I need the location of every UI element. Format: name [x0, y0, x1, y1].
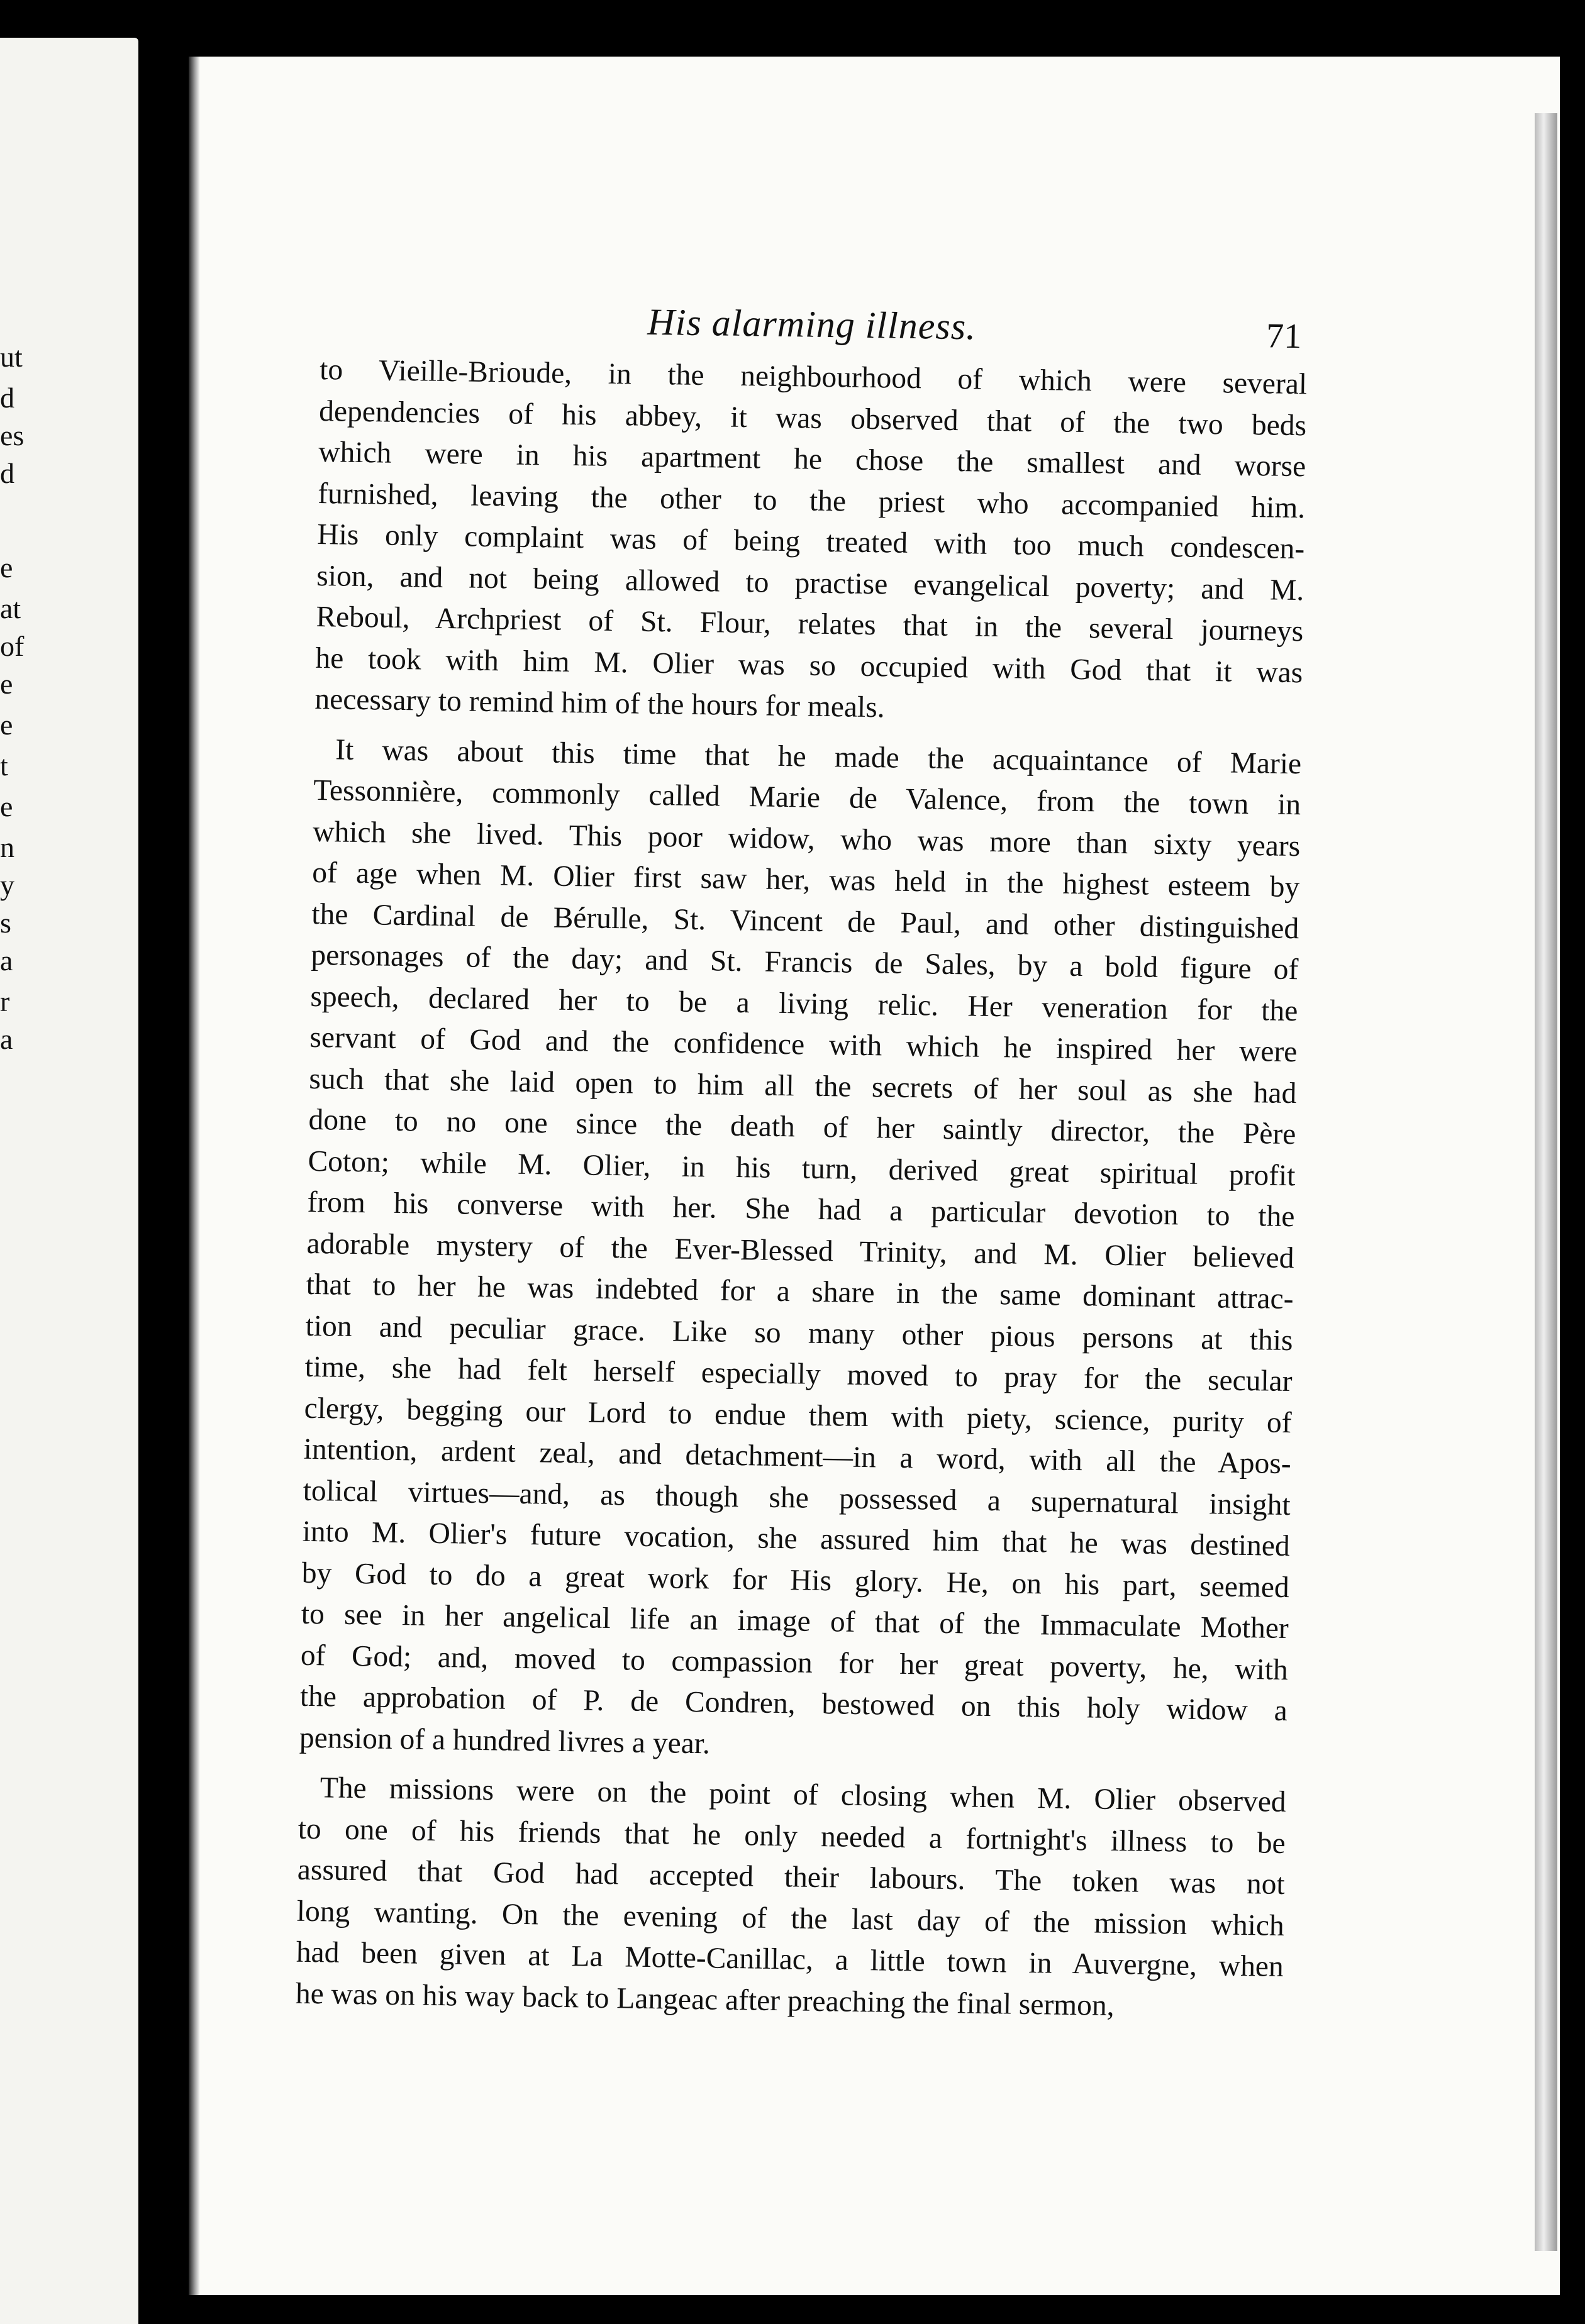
paragraph — [299, 729, 1301, 1773]
facing-page-fragment: d — [0, 382, 14, 414]
facing-page-fragment: a — [0, 1023, 13, 1055]
facing-page-fragment: a — [0, 944, 13, 977]
text-line: by God to do a great work for His glory. He, on his part, seemed — [301, 1556, 1290, 1604]
text-line: into M. Olier's future vocation, she assured him that he was destined — [302, 1515, 1291, 1563]
text-line: His only complaint was of being treated with too much condescen- — [316, 517, 1305, 566]
facing-page-fragment: t — [0, 750, 8, 782]
text-line: to one of his friends that he only needed a fortnight's illness to be — [298, 1812, 1286, 1860]
text-line: The missions were on the point of closing when M. Olier observed — [320, 1771, 1287, 1819]
text-line: that to her he was indebted for a share in the same dominant attrac- — [306, 1268, 1294, 1316]
facing-page-fragment: e — [0, 668, 13, 700]
text-line: long wanting. On the evening of the last day of the mission which — [296, 1895, 1285, 1942]
text-line: to Vieille-Brioude, in the neighbourhood of which were several — [319, 353, 1308, 401]
text-line: Tessonnière, commonly called Marie de Valence, from the town in — [313, 773, 1301, 822]
facing-page-fragment: y — [0, 869, 14, 901]
text-line: time, she had felt herself especially moved to pray for the secular — [304, 1350, 1293, 1398]
page-stack-edge — [1535, 113, 1557, 2251]
page-text-block — [295, 296, 1308, 2029]
text-line: done to no one since the death of her saintly director, the Père — [308, 1103, 1296, 1151]
text-line: speech, declared her to be a living relic. Her veneration for the — [310, 980, 1298, 1027]
text-line: personages of the day; and St. Francis de Sales, by a bold figure of — [311, 938, 1299, 987]
facing-page-fragment: d — [0, 457, 14, 489]
text-line: sion, and not being allowed to practise evangelical poverty; and M. — [316, 559, 1304, 607]
facing-page-fragment: e — [0, 551, 13, 584]
text-line: dependencies of his abbey, it was observed that of the two beds — [318, 394, 1307, 442]
text-line: tion and peculiar grace. Like so many other pious persons at this — [305, 1309, 1293, 1357]
page-gutter-shadow — [189, 57, 200, 2295]
facing-page-fragment: e — [0, 790, 13, 822]
facing-page-fragment: of — [0, 630, 25, 662]
facing-page-fragment: e — [0, 709, 13, 741]
text-line: which were in his apartment he chose the smallest and worse — [318, 435, 1306, 484]
text-line: the approbation of P. de Condren, bestowed on this holy widow a — [299, 1679, 1288, 1728]
facing-page-fragment: es — [0, 419, 25, 451]
text-line: he took with him M. Olier was so occupied with God that it was — [315, 641, 1303, 689]
text-line: intention, ardent zeal, and detachment—in a word, with all the Apos- — [303, 1432, 1291, 1481]
facing-page-fragment: r — [0, 985, 10, 1017]
text-line: pension of a hundred livres a year. — [299, 1721, 711, 1760]
text-line: tolical virtues—and, as though she possessed a supernatural insight — [303, 1474, 1291, 1522]
text-line: the Cardinal de Bérulle, St. Vincent de Paul, and other distinguished — [311, 897, 1299, 945]
text-line: adorable mystery of the Ever-Blessed Trinity, and M. Olier believed — [306, 1227, 1294, 1275]
text-line: such that she laid open to him all the secrets of her soul as she had — [309, 1062, 1297, 1110]
text-line: had been given at La Motte-Canillac, a little town in Auvergne, when — [296, 1935, 1284, 1983]
facing-page-fragment: at — [0, 592, 21, 624]
text-line: clergy, begging our Lord to endue them with piety, science, purity of — [304, 1392, 1292, 1439]
text-line: from his converse with her. She had a particular devotion to the — [307, 1185, 1295, 1234]
facing-page-edge — [0, 38, 138, 2324]
text-line: necessary to remind him of the hours for meals. — [314, 682, 885, 724]
text-line: furnished, leaving the other to the priest who accompanied him. — [317, 477, 1306, 524]
body-text — [295, 350, 1307, 2029]
text-line: of age when M. Olier first saw her, was held in the highest esteem by — [311, 856, 1300, 904]
text-line: assured that God had accepted their labours. The token was not — [297, 1853, 1286, 1901]
text-line: Reboul, Archpriest of St. Flour, relates that in the several journeys — [316, 600, 1304, 648]
paragraph — [314, 350, 1308, 735]
page-number: 71 — [1265, 316, 1302, 357]
text-line: of God; and, moved to compassion for her great poverty, he, with — [300, 1639, 1289, 1686]
text-line: to see in her angelical life an image of that of the Immaculate Mother — [301, 1597, 1289, 1646]
text-line: servant of God and the confidence with which he inspired her were — [309, 1021, 1298, 1069]
text-line: he was on his way back to Langeac after preaching the final sermon, — [295, 1977, 1115, 2022]
facing-page-fragment: n — [0, 831, 14, 863]
paragraph — [295, 1768, 1286, 2029]
text-line: It was about this time that he made the acquaintance of Marie — [335, 733, 1302, 780]
running-head: His alarming illness. — [647, 301, 977, 348]
facing-page-fragment: ut — [0, 341, 23, 373]
facing-page-fragment: s — [0, 907, 11, 939]
text-line: which she lived. This poor widow, who was more than sixty years — [312, 815, 1301, 863]
text-line: Coton; while M. Olier, in his turn, derived great spiritual profit — [308, 1144, 1296, 1192]
